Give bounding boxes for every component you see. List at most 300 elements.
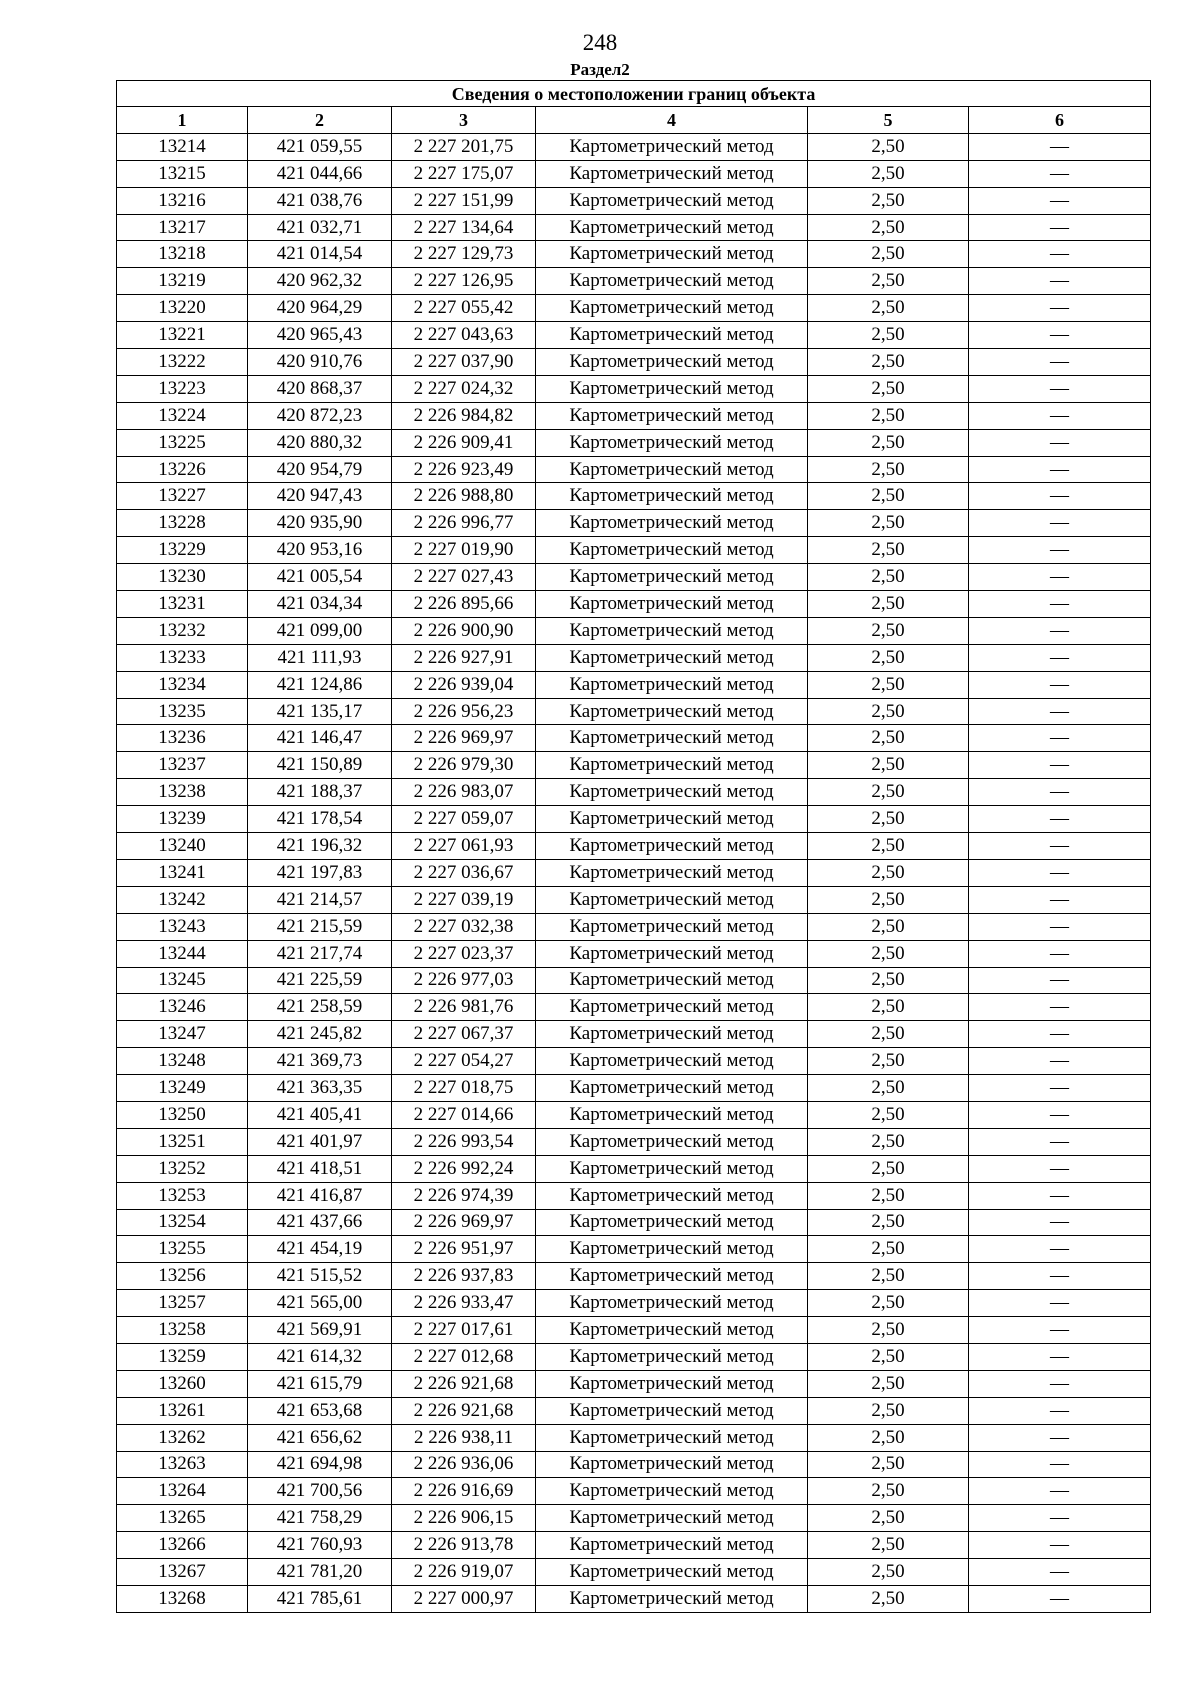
table-row <box>117 1451 1151 1478</box>
point-number-cell: 13250 <box>117 1101 248 1128</box>
accuracy-cell: 2,50 <box>808 375 969 402</box>
accuracy-cell: 2,50 <box>808 268 969 295</box>
point-number-cell: 13226 <box>117 456 248 483</box>
point-number-cell: 13262 <box>117 1424 248 1451</box>
point-number-cell: 13252 <box>117 1155 248 1182</box>
x-coordinate-cell: 420 868,37 <box>248 375 392 402</box>
method-cell: Картометрический метод <box>536 940 808 967</box>
method-cell: Картометрический метод <box>536 1343 808 1370</box>
method-cell: Картометрический метод <box>536 402 808 429</box>
description-cell: — <box>969 994 1151 1021</box>
accuracy-cell: 2,50 <box>808 214 969 241</box>
point-number-cell: 13268 <box>117 1585 248 1612</box>
point-number-cell: 13233 <box>117 644 248 671</box>
accuracy-cell: 2,50 <box>808 806 969 833</box>
table-row <box>117 1182 1151 1209</box>
accuracy-cell: 2,50 <box>808 940 969 967</box>
description-cell: — <box>969 133 1151 160</box>
accuracy-cell: 2,50 <box>808 1343 969 1370</box>
y-coordinate-cell: 2 227 017,61 <box>392 1317 536 1344</box>
accuracy-cell: 2,50 <box>808 483 969 510</box>
y-coordinate-cell: 2 227 054,27 <box>392 1048 536 1075</box>
table-row <box>117 1236 1151 1263</box>
description-cell: — <box>969 752 1151 779</box>
method-cell: Картометрический метод <box>536 295 808 322</box>
accuracy-cell: 2,50 <box>808 617 969 644</box>
y-coordinate-cell: 2 226 933,47 <box>392 1290 536 1317</box>
method-cell: Картометрический метод <box>536 1263 808 1290</box>
y-coordinate-cell: 2 226 939,04 <box>392 671 536 698</box>
table-row <box>117 160 1151 187</box>
description-cell: — <box>969 779 1151 806</box>
method-cell: Картометрический метод <box>536 1128 808 1155</box>
y-coordinate-cell: 2 227 019,90 <box>392 537 536 564</box>
boundary-table <box>116 80 1151 1613</box>
point-number-cell: 13244 <box>117 940 248 967</box>
accuracy-cell: 2,50 <box>808 913 969 940</box>
table-row <box>117 913 1151 940</box>
table-row <box>117 429 1151 456</box>
accuracy-cell: 2,50 <box>808 1021 969 1048</box>
y-coordinate-cell: 2 227 055,42 <box>392 295 536 322</box>
accuracy-cell: 2,50 <box>808 1317 969 1344</box>
description-cell: — <box>969 483 1151 510</box>
description-cell: — <box>969 510 1151 537</box>
point-number-cell: 13225 <box>117 429 248 456</box>
description-cell: — <box>969 967 1151 994</box>
x-coordinate-cell: 420 964,29 <box>248 295 392 322</box>
method-cell: Картометрический метод <box>536 133 808 160</box>
table-row <box>117 1585 1151 1612</box>
point-number-cell: 13228 <box>117 510 248 537</box>
x-coordinate-cell: 421 196,32 <box>248 833 392 860</box>
y-coordinate-cell: 2 226 969,97 <box>392 725 536 752</box>
method-cell: Картометрический метод <box>536 1182 808 1209</box>
y-coordinate-cell: 2 227 059,07 <box>392 806 536 833</box>
description-cell: — <box>969 537 1151 564</box>
method-cell: Картометрический метод <box>536 510 808 537</box>
description-cell: — <box>969 886 1151 913</box>
table-row <box>117 752 1151 779</box>
point-number-cell: 13221 <box>117 322 248 349</box>
point-number-cell: 13241 <box>117 859 248 886</box>
y-coordinate-cell: 2 227 151,99 <box>392 187 536 214</box>
column-header-1: 1 <box>117 107 248 134</box>
x-coordinate-cell: 421 614,32 <box>248 1343 392 1370</box>
table-row <box>117 859 1151 886</box>
y-coordinate-cell: 2 227 175,07 <box>392 160 536 187</box>
method-cell: Картометрический метод <box>536 241 808 268</box>
section-label: Раздел2 <box>570 60 630 79</box>
accuracy-cell: 2,50 <box>808 779 969 806</box>
method-cell: Картометрический метод <box>536 160 808 187</box>
method-cell: Картометрический метод <box>536 268 808 295</box>
point-number-cell: 13253 <box>117 1182 248 1209</box>
description-cell: — <box>969 349 1151 376</box>
table-row <box>117 994 1151 1021</box>
point-number-cell: 13231 <box>117 591 248 618</box>
x-coordinate-cell: 421 225,59 <box>248 967 392 994</box>
method-cell: Картометрический метод <box>536 564 808 591</box>
accuracy-cell: 2,50 <box>808 671 969 698</box>
x-coordinate-cell: 421 135,17 <box>248 698 392 725</box>
x-coordinate-cell: 421 615,79 <box>248 1370 392 1397</box>
description-cell: — <box>969 214 1151 241</box>
x-coordinate-cell: 421 245,82 <box>248 1021 392 1048</box>
accuracy-cell: 2,50 <box>808 160 969 187</box>
table-row <box>117 349 1151 376</box>
point-number-cell: 13246 <box>117 994 248 1021</box>
table-row <box>117 1048 1151 1075</box>
y-coordinate-cell: 2 226 906,15 <box>392 1505 536 1532</box>
y-coordinate-cell: 2 226 919,07 <box>392 1559 536 1586</box>
table-body <box>117 133 1151 1612</box>
method-cell: Картометрический метод <box>536 214 808 241</box>
accuracy-cell: 2,50 <box>808 644 969 671</box>
method-cell: Картометрический метод <box>536 1559 808 1586</box>
description-cell: — <box>969 940 1151 967</box>
y-coordinate-cell: 2 226 938,11 <box>392 1424 536 1451</box>
table-row <box>117 591 1151 618</box>
point-number-cell: 13266 <box>117 1532 248 1559</box>
table-row <box>117 1317 1151 1344</box>
table-row <box>117 967 1151 994</box>
point-number-cell: 13256 <box>117 1263 248 1290</box>
method-cell: Картометрический метод <box>536 752 808 779</box>
y-coordinate-cell: 2 226 900,90 <box>392 617 536 644</box>
point-number-cell: 13234 <box>117 671 248 698</box>
accuracy-cell: 2,50 <box>808 994 969 1021</box>
method-cell: Картометрический метод <box>536 1397 808 1424</box>
table-header-row <box>117 107 1151 134</box>
accuracy-cell: 2,50 <box>808 537 969 564</box>
accuracy-cell: 2,50 <box>808 564 969 591</box>
method-cell: Картометрический метод <box>536 187 808 214</box>
y-coordinate-cell: 2 226 923,49 <box>392 456 536 483</box>
description-cell: — <box>969 725 1151 752</box>
y-coordinate-cell: 2 227 129,73 <box>392 241 536 268</box>
method-cell: Картометрический метод <box>536 859 808 886</box>
method-cell: Картометрический метод <box>536 1155 808 1182</box>
description-cell: — <box>969 1075 1151 1102</box>
x-coordinate-cell: 420 872,23 <box>248 402 392 429</box>
accuracy-cell: 2,50 <box>808 1101 969 1128</box>
column-header-3: 3 <box>392 107 536 134</box>
x-coordinate-cell: 421 178,54 <box>248 806 392 833</box>
description-cell: — <box>969 564 1151 591</box>
x-coordinate-cell: 421 758,29 <box>248 1505 392 1532</box>
x-coordinate-cell: 421 005,54 <box>248 564 392 591</box>
description-cell: — <box>969 160 1151 187</box>
point-number-cell: 13237 <box>117 752 248 779</box>
x-coordinate-cell: 421 656,62 <box>248 1424 392 1451</box>
table-row <box>117 564 1151 591</box>
x-coordinate-cell: 421 418,51 <box>248 1155 392 1182</box>
y-coordinate-cell: 2 227 134,64 <box>392 214 536 241</box>
description-cell: — <box>969 1424 1151 1451</box>
accuracy-cell: 2,50 <box>808 1397 969 1424</box>
x-coordinate-cell: 421 569,91 <box>248 1317 392 1344</box>
point-number-cell: 13255 <box>117 1236 248 1263</box>
table-row <box>117 779 1151 806</box>
accuracy-cell: 2,50 <box>808 1236 969 1263</box>
method-cell: Картометрический метод <box>536 1290 808 1317</box>
point-number-cell: 13218 <box>117 241 248 268</box>
table-row <box>117 644 1151 671</box>
table-row <box>117 1370 1151 1397</box>
table-row <box>117 940 1151 967</box>
method-cell: Картометрический метод <box>536 913 808 940</box>
method-cell: Картометрический метод <box>536 671 808 698</box>
table-row <box>117 1343 1151 1370</box>
x-coordinate-cell: 421 150,89 <box>248 752 392 779</box>
accuracy-cell: 2,50 <box>808 1451 969 1478</box>
accuracy-cell: 2,50 <box>808 349 969 376</box>
y-coordinate-cell: 2 227 061,93 <box>392 833 536 860</box>
y-coordinate-cell: 2 226 996,77 <box>392 510 536 537</box>
method-cell: Картометрический метод <box>536 1101 808 1128</box>
point-number-cell: 13222 <box>117 349 248 376</box>
description-cell: — <box>969 402 1151 429</box>
y-coordinate-cell: 2 227 036,67 <box>392 859 536 886</box>
method-cell: Картометрический метод <box>536 1048 808 1075</box>
y-coordinate-cell: 2 227 000,97 <box>392 1585 536 1612</box>
y-coordinate-cell: 2 226 988,80 <box>392 483 536 510</box>
description-cell: — <box>969 322 1151 349</box>
point-number-cell: 13219 <box>117 268 248 295</box>
page-number: 248 <box>582 30 618 55</box>
point-number-cell: 13264 <box>117 1478 248 1505</box>
y-coordinate-cell: 2 226 916,69 <box>392 1478 536 1505</box>
description-cell: — <box>969 1101 1151 1128</box>
accuracy-cell: 2,50 <box>808 1048 969 1075</box>
accuracy-cell: 2,50 <box>808 725 969 752</box>
x-coordinate-cell: 421 401,97 <box>248 1128 392 1155</box>
x-coordinate-cell: 421 214,57 <box>248 886 392 913</box>
method-cell: Картометрический метод <box>536 779 808 806</box>
y-coordinate-cell: 2 227 039,19 <box>392 886 536 913</box>
description-cell: — <box>969 1048 1151 1075</box>
x-coordinate-cell: 420 954,79 <box>248 456 392 483</box>
point-number-cell: 13240 <box>117 833 248 860</box>
y-coordinate-cell: 2 227 043,63 <box>392 322 536 349</box>
x-coordinate-cell: 421 781,20 <box>248 1559 392 1586</box>
x-coordinate-cell: 421 694,98 <box>248 1451 392 1478</box>
description-cell: — <box>969 1585 1151 1612</box>
point-number-cell: 13242 <box>117 886 248 913</box>
point-number-cell: 13220 <box>117 295 248 322</box>
table-row <box>117 375 1151 402</box>
point-number-cell: 13216 <box>117 187 248 214</box>
description-cell: — <box>969 1128 1151 1155</box>
description-cell: — <box>969 1290 1151 1317</box>
description-cell: — <box>969 859 1151 886</box>
table-row <box>117 537 1151 564</box>
y-coordinate-cell: 2 226 913,78 <box>392 1532 536 1559</box>
point-number-cell: 13245 <box>117 967 248 994</box>
method-cell: Картометрический метод <box>536 537 808 564</box>
x-coordinate-cell: 421 111,93 <box>248 644 392 671</box>
point-number-cell: 13261 <box>117 1397 248 1424</box>
method-cell: Картометрический метод <box>536 429 808 456</box>
table-row <box>117 1155 1151 1182</box>
method-cell: Картометрический метод <box>536 1236 808 1263</box>
point-number-cell: 13235 <box>117 698 248 725</box>
table-caption-row <box>117 81 1151 107</box>
x-coordinate-cell: 421 014,54 <box>248 241 392 268</box>
point-number-cell: 13215 <box>117 160 248 187</box>
description-cell: — <box>969 187 1151 214</box>
x-coordinate-cell: 421 124,86 <box>248 671 392 698</box>
method-cell: Картометрический метод <box>536 1370 808 1397</box>
accuracy-cell: 2,50 <box>808 698 969 725</box>
x-coordinate-cell: 421 217,74 <box>248 940 392 967</box>
method-cell: Картометрический метод <box>536 725 808 752</box>
table-row <box>117 1532 1151 1559</box>
method-cell: Картометрический метод <box>536 1317 808 1344</box>
description-cell: — <box>969 1182 1151 1209</box>
method-cell: Картометрический метод <box>536 1478 808 1505</box>
y-coordinate-cell: 2 227 126,95 <box>392 268 536 295</box>
x-coordinate-cell: 421 515,52 <box>248 1263 392 1290</box>
table-row <box>117 806 1151 833</box>
point-number-cell: 13258 <box>117 1317 248 1344</box>
point-number-cell: 13214 <box>117 133 248 160</box>
accuracy-cell: 2,50 <box>808 510 969 537</box>
description-cell: — <box>969 375 1151 402</box>
table-row <box>117 1209 1151 1236</box>
y-coordinate-cell: 2 227 027,43 <box>392 564 536 591</box>
method-cell: Картометрический метод <box>536 886 808 913</box>
accuracy-cell: 2,50 <box>808 833 969 860</box>
accuracy-cell: 2,50 <box>808 133 969 160</box>
x-coordinate-cell: 421 454,19 <box>248 1236 392 1263</box>
accuracy-cell: 2,50 <box>808 591 969 618</box>
x-coordinate-cell: 421 369,73 <box>248 1048 392 1075</box>
y-coordinate-cell: 2 226 969,97 <box>392 1209 536 1236</box>
table-row <box>117 1505 1151 1532</box>
x-coordinate-cell: 420 947,43 <box>248 483 392 510</box>
table-row <box>117 1290 1151 1317</box>
x-coordinate-cell: 421 760,93 <box>248 1532 392 1559</box>
y-coordinate-cell: 2 226 936,06 <box>392 1451 536 1478</box>
accuracy-cell: 2,50 <box>808 1075 969 1102</box>
table-row <box>117 214 1151 241</box>
method-cell: Картометрический метод <box>536 806 808 833</box>
point-number-cell: 13254 <box>117 1209 248 1236</box>
description-cell: — <box>969 644 1151 671</box>
point-number-cell: 13229 <box>117 537 248 564</box>
table-caption: Сведения о местоположении границ объекта <box>117 81 1151 107</box>
x-coordinate-cell: 421 099,00 <box>248 617 392 644</box>
description-cell: — <box>969 671 1151 698</box>
x-coordinate-cell: 421 405,41 <box>248 1101 392 1128</box>
table-row <box>117 1397 1151 1424</box>
table-row <box>117 671 1151 698</box>
table-row <box>117 1128 1151 1155</box>
description-cell: — <box>969 1263 1151 1290</box>
x-coordinate-cell: 420 962,32 <box>248 268 392 295</box>
point-number-cell: 13267 <box>117 1559 248 1586</box>
x-coordinate-cell: 421 437,66 <box>248 1209 392 1236</box>
accuracy-cell: 2,50 <box>808 1585 969 1612</box>
x-coordinate-cell: 420 965,43 <box>248 322 392 349</box>
table-row <box>117 187 1151 214</box>
description-cell: — <box>969 456 1151 483</box>
x-coordinate-cell: 421 785,61 <box>248 1585 392 1612</box>
method-cell: Картометрический метод <box>536 349 808 376</box>
method-cell: Картометрический метод <box>536 698 808 725</box>
point-number-cell: 13236 <box>117 725 248 752</box>
table-row <box>117 1101 1151 1128</box>
y-coordinate-cell: 2 227 014,66 <box>392 1101 536 1128</box>
accuracy-cell: 2,50 <box>808 1155 969 1182</box>
method-cell: Картометрический метод <box>536 1505 808 1532</box>
x-coordinate-cell: 421 188,37 <box>248 779 392 806</box>
y-coordinate-cell: 2 226 977,03 <box>392 967 536 994</box>
point-number-cell: 13265 <box>117 1505 248 1532</box>
column-header-2: 2 <box>248 107 392 134</box>
accuracy-cell: 2,50 <box>808 1128 969 1155</box>
y-coordinate-cell: 2 226 981,76 <box>392 994 536 1021</box>
table-row <box>117 617 1151 644</box>
x-coordinate-cell: 421 700,56 <box>248 1478 392 1505</box>
x-coordinate-cell: 420 910,76 <box>248 349 392 376</box>
point-number-cell: 13248 <box>117 1048 248 1075</box>
accuracy-cell: 2,50 <box>808 1505 969 1532</box>
method-cell: Картометрический метод <box>536 1021 808 1048</box>
x-coordinate-cell: 421 653,68 <box>248 1397 392 1424</box>
method-cell: Картометрический метод <box>536 617 808 644</box>
description-cell: — <box>969 1236 1151 1263</box>
table-row <box>117 725 1151 752</box>
description-cell: — <box>969 241 1151 268</box>
y-coordinate-cell: 2 227 037,90 <box>392 349 536 376</box>
accuracy-cell: 2,50 <box>808 295 969 322</box>
method-cell: Картометрический метод <box>536 1532 808 1559</box>
accuracy-cell: 2,50 <box>808 967 969 994</box>
table-row <box>117 1021 1151 1048</box>
point-number-cell: 13230 <box>117 564 248 591</box>
table-row <box>117 510 1151 537</box>
description-cell: — <box>969 295 1151 322</box>
y-coordinate-cell: 2 226 979,30 <box>392 752 536 779</box>
y-coordinate-cell: 2 226 951,97 <box>392 1236 536 1263</box>
accuracy-cell: 2,50 <box>808 1424 969 1451</box>
point-number-cell: 13227 <box>117 483 248 510</box>
table-row <box>117 402 1151 429</box>
point-number-cell: 13259 <box>117 1343 248 1370</box>
description-cell: — <box>969 429 1151 456</box>
description-cell: — <box>969 833 1151 860</box>
description-cell: — <box>969 1343 1151 1370</box>
description-cell: — <box>969 1209 1151 1236</box>
description-cell: — <box>969 1559 1151 1586</box>
x-coordinate-cell: 421 034,34 <box>248 591 392 618</box>
description-cell: — <box>969 1451 1151 1478</box>
x-coordinate-cell: 421 044,66 <box>248 160 392 187</box>
accuracy-cell: 2,50 <box>808 187 969 214</box>
y-coordinate-cell: 2 226 921,68 <box>392 1370 536 1397</box>
y-coordinate-cell: 2 226 993,54 <box>392 1128 536 1155</box>
accuracy-cell: 2,50 <box>808 402 969 429</box>
x-coordinate-cell: 421 416,87 <box>248 1182 392 1209</box>
x-coordinate-cell: 421 038,76 <box>248 187 392 214</box>
method-cell: Картометрический метод <box>536 483 808 510</box>
column-header-4: 4 <box>536 107 808 134</box>
point-number-cell: 13243 <box>117 913 248 940</box>
table-row <box>117 1478 1151 1505</box>
